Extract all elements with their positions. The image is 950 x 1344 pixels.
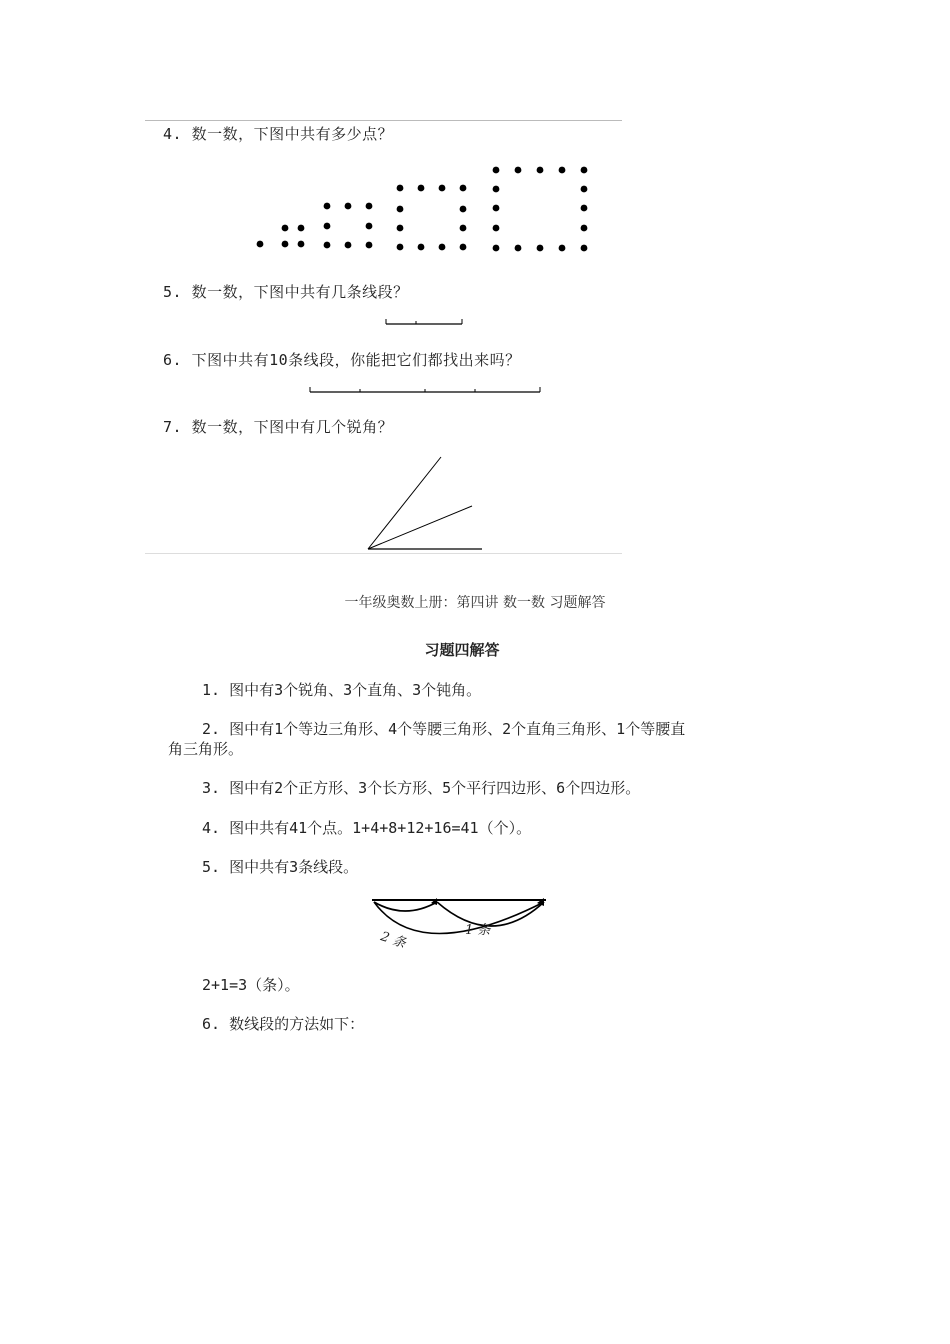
arc-label-2: 2 条 [378,929,408,952]
answer-title: 习题四解答 [424,641,500,659]
answer-6: 6. 数线段的方法如下： [202,1015,365,1033]
answer-4: 4. 图中共有41个点。1+4+8+12+16=41（个）。 [202,819,532,837]
arc-medium [437,902,544,926]
answer-1: 1. 图中有3个锐角、3个直角、3个钝角。 [202,681,482,699]
section-header: 一年级奥数上册：第四讲 数一数 习题解答 [344,595,606,611]
question-5: 5. 数一数，下图中共有几条线段？ [163,283,409,301]
question-7: 7. 数一数，下图中有几个锐角？ [163,418,394,436]
answer-5-formula: 2+1=3（条）。 [202,976,300,994]
question-6: 6. 下图中共有10条线段，你能把它们都找出来吗？ [163,351,521,369]
question-4: 4. 数一数，下图中共有多少点？ [163,125,394,143]
answer-2-line-1: 2. 图中有1个等边三角形、4个等腰三角形、2个直角三角形、1个等腰直 [202,720,686,738]
answer-2-line-2: 角三角形。 [168,740,244,758]
arc-short [374,902,437,911]
arc-label-1: 1 条 [465,923,491,938]
answer-3: 3. 图中有2个正方形、3个长方形、5个平行四边形、6个四边形。 [202,779,641,797]
answer-5: 5. 图中共有3条线段。 [202,858,359,876]
